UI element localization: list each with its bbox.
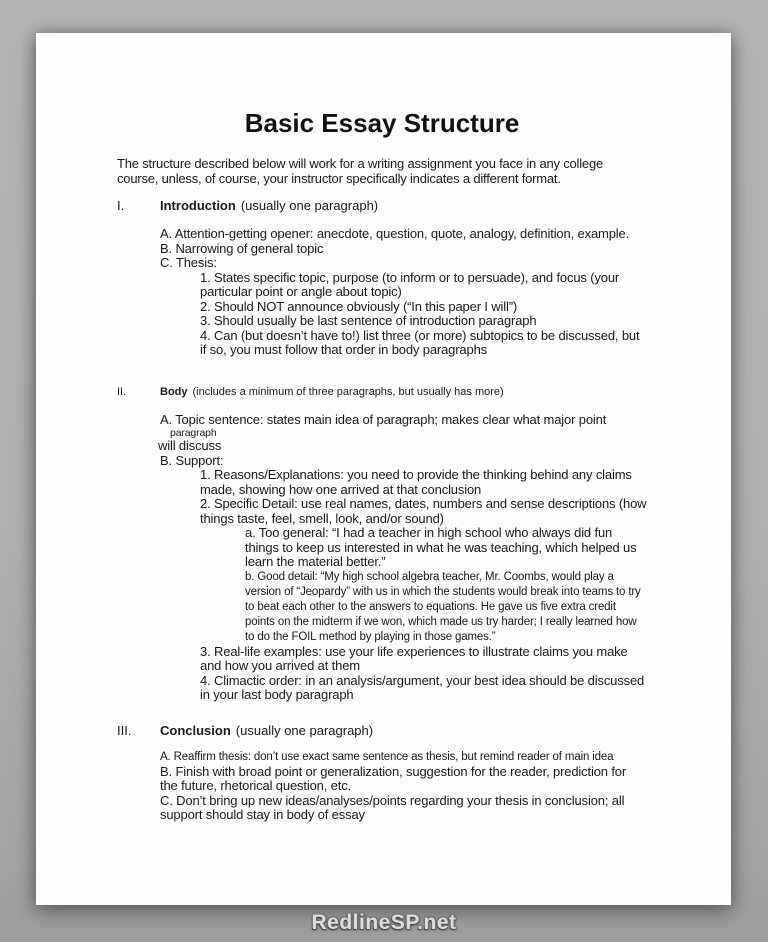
outline-item: 2. Should NOT announce obviously (“In this paper I will”) (200, 298, 518, 314)
outline-item: will discuss (158, 438, 222, 453)
outline-item: C. Thesis: (160, 255, 217, 270)
outline-item: 3. Should usually be last sentence of introduction paragraph (200, 313, 537, 328)
outline-item: a. Too general: “I had a teacher in high school who always did fun things to keep us interested in what he was teaching, which helped us learn the material better.” (245, 525, 637, 569)
outline-item: b. Good detail: “My high school algebra teacher, Mr. Coombs, would play a version of “Jeopardy” with us in which the students would break into teams to try to beat each other to the answers to equations. He gave us five extra credit points on the midterm if we won, which made us try harder; I really learned how to do the FOIL method by playing in those games.” (245, 570, 641, 643)
section-heading (160, 386, 504, 399)
section-heading-title: Body (160, 385, 188, 398)
section-heading-row (117, 386, 647, 399)
section-heading-row (117, 723, 647, 738)
section-heading-title: Introduction (160, 198, 236, 213)
section-numeral: III. (117, 722, 132, 738)
section-conclusion (117, 723, 647, 823)
section-outline-list (117, 750, 647, 823)
section-numeral: II. (117, 385, 127, 398)
section-introduction (117, 198, 647, 358)
outline-item: A. Topic sentence: states main idea of paragraph; makes clear what major point (160, 411, 607, 427)
outline-item: 3. Real-life examples: use your life experiences to illustrate claims you make and how you arrived at them (200, 643, 628, 673)
section-heading-title: Conclusion (160, 722, 231, 738)
outline-item: paragraph (170, 427, 217, 439)
outline-item: B. Narrowing of general topic (160, 240, 324, 256)
outline-item: 4. Climactic order: in an analysis/argument, your best idea should be discussed in your last body paragraph (200, 672, 645, 702)
document-title: Basic Essay Structure (244, 108, 520, 138)
document-page (36, 33, 731, 905)
outline-item: A. Reaffirm thesis: don’t use exact same sentence as thesis, but remind reader of main idea (160, 750, 614, 763)
intro-paragraph: The structure described below will work for a writing assignment you face in any college course, unless, of course, your instructor specifically indicates a different format. (117, 156, 604, 186)
section-outline-list (117, 227, 647, 358)
site-watermark: RedlineSP.net (311, 911, 457, 934)
outline-item: 2. Specific Detail: use real names, dates, numbers and sense descriptions (how things taste, feel, smell, look, and/or sound) (200, 496, 647, 526)
outline-item: B. Support: (160, 452, 224, 468)
section-heading-note: (usually one paragraph) (240, 198, 379, 213)
section-heading-note: (usually one paragraph) (235, 722, 374, 738)
section-numeral: I. (117, 198, 125, 213)
section-outline-list (117, 413, 647, 703)
outline-item: B. Finish with broad point or generalization, suggestion for the reader, prediction for the future, rhetorical question, etc. (160, 763, 627, 793)
section-heading-note: (includes a minimum of three paragraphs, but usually has more) (192, 385, 504, 398)
outline-item: 4. Can (but doesn’t have to!) list three (or more) subtopics to be discussed, but if so, you must follow that order in body paragraphs (200, 327, 640, 357)
section-heading-row (117, 198, 647, 213)
section-heading (160, 198, 378, 213)
outline-item: C. Don’t bring up new ideas/analyses/points regarding your thesis in conclusion; all support should stay in body of essay (160, 792, 625, 822)
section-heading (160, 723, 373, 738)
outline-item: A. Attention-getting opener: anecdote, question, quote, analogy, definition, example. (160, 226, 630, 241)
outline-item: 1. States specific topic, purpose (to inform or to persuade), and focus (your particular point or angle about topic) (200, 269, 620, 299)
outline-item: 1. Reasons/Explanations: you need to provide the thinking behind any claims made, showing how one arrived at that conclusion (200, 467, 632, 497)
section-body (117, 386, 647, 703)
